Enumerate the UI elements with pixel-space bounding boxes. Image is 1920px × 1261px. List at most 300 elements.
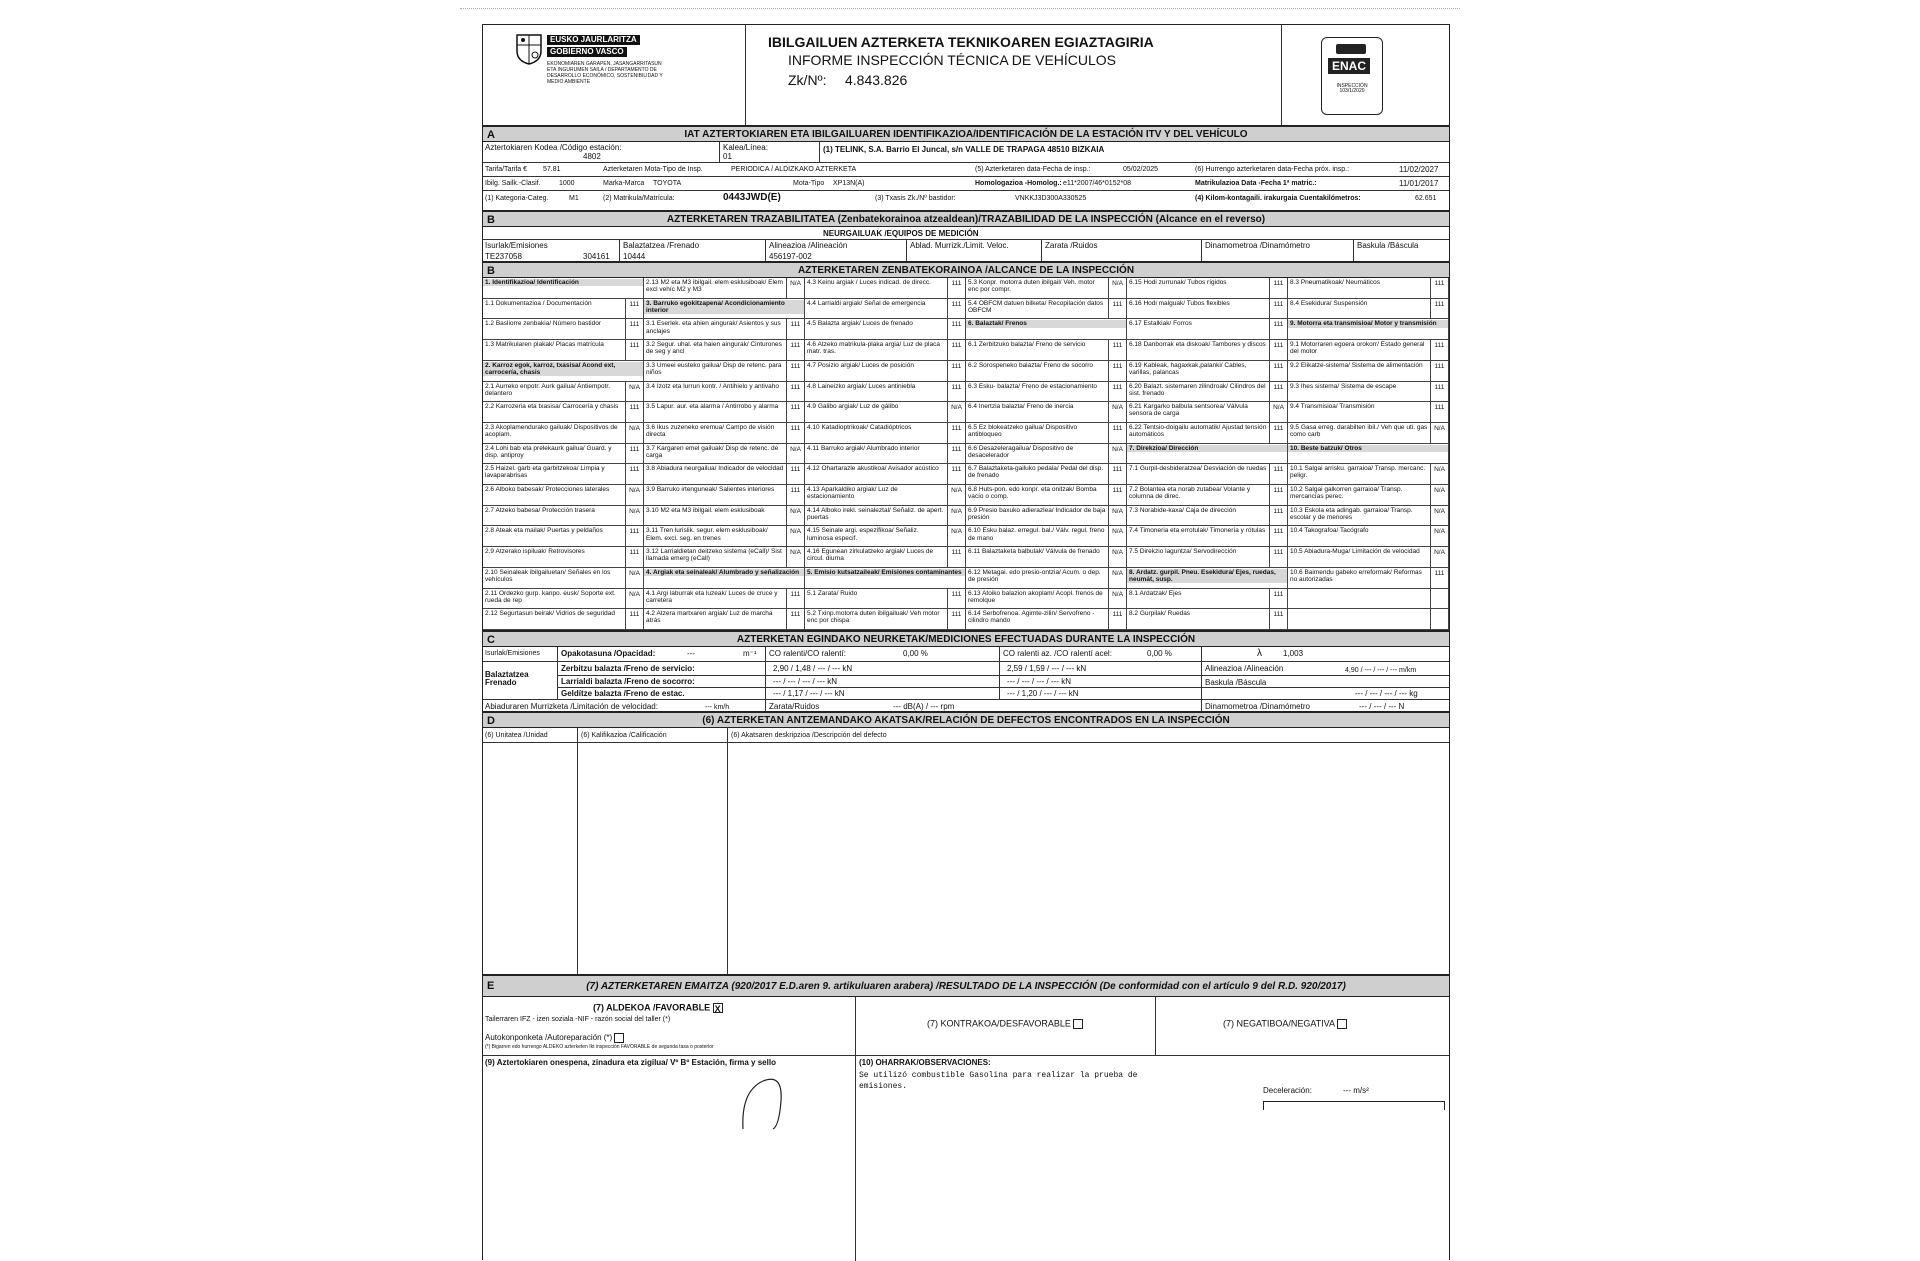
scope-item-label: 6.20 Balazt. sistemaren zilindroak/ Cilindros del sist. frenado <box>1129 382 1266 397</box>
section-d-title: (6) AZTERKETAN ANTZEMANDAKO AKATSAK/RELACIÓN DE DEFECTOS ENCONTRADOS EN LA INSPECCIÓN <box>702 715 1230 726</box>
scope-item-result: 111 <box>947 382 965 402</box>
scope-item-label: 6.16 Hodi malguak/ Tubos flexibles <box>1129 299 1230 307</box>
scope-item <box>644 547 805 568</box>
report-number: 4.843.826 <box>845 72 908 88</box>
enac-accreditation: INSPECCIÓN 103/1/2020 <box>1336 83 1368 94</box>
self-repair-text: Autokonponketa /Autoreparación (*) <box>485 1033 613 1043</box>
section-b-title: AZTERKETAREN TRAZABILITATEA (Zenbatekorainoa atzealdean)/TRAZABILIDAD DE LA INSPECCIÓN (Alcance en el reverso) <box>666 214 1266 225</box>
equipment-title: NEURGAILUAK /EQUIPOS DE MEDICIÓN <box>823 229 979 238</box>
scope-item-label: 6.10 Esku balaz. erregul. bal./ Válv. regul. freno de mano <box>968 527 1105 542</box>
scope-item <box>483 526 644 547</box>
class-value: 1000 <box>559 180 575 187</box>
scope-item <box>1127 278 1288 299</box>
scope-item <box>483 609 644 630</box>
title-es: INFORME INSPECCIÓN TÉCNICA DE VEHÍCULOS <box>788 52 1117 68</box>
scope-item-label: 9.1 Motorraren egoera orokorr/ Estado general del motor <box>1290 341 1425 356</box>
scope-item-result: N/A <box>947 402 965 422</box>
title-eu: IBILGAILUEN AZTERKETA TEKNIKOAREN EGIAZTAGIRIA <box>768 34 1154 50</box>
scope-item-label: 2.13 M2 eta M3 ibilgail. elem esklusiboak/ Elem excl vehíc M2 y M3 <box>646 279 783 294</box>
section-b2-title: AZTERKETAREN ZENBATEKORAINOA /ALCANCE DE LA INSPECCIÓN <box>797 265 1135 276</box>
scope-item-result: 111 <box>786 423 804 443</box>
scope-grid <box>483 278 1449 630</box>
scope-item-result: 111 <box>1269 547 1287 567</box>
self-repair-checkbox[interactable] <box>614 1033 624 1043</box>
scope-item-label: 3.11 Tren lurislik. segur. elem esklusiboak/ Elem. excl. seg. en trenes <box>646 527 768 542</box>
scope-item-result: 111 <box>947 299 965 319</box>
scope-item-result: 111 <box>786 485 804 505</box>
signature-label: (9) Aztertokiaren onespena, zinadura eta zigilua/ Vº Bº Estación, firma y sello <box>485 1058 776 1067</box>
scope-item-result: 111 <box>625 340 643 360</box>
scope-item-label: 9.3 Ihes sistema/ Sistema de escape <box>1290 382 1397 390</box>
report-number-label: Zk/Nº: <box>788 72 827 88</box>
scope-item-result: 111 <box>947 319 965 339</box>
speed-limit-value: --- km/h <box>705 704 730 711</box>
scope-item <box>1288 609 1449 630</box>
brake-meas-label: Balaztatzea Frenado <box>485 670 529 687</box>
scope-item-label: 2.7 Atzeko babesa/ Protección trasera <box>485 506 595 514</box>
scope-item <box>1127 444 1288 465</box>
scope-item <box>1288 506 1449 527</box>
scope-item-label: 6.8 Huts-pon. edo konpr. eta onitzak/ Bomba vacío o comp. <box>968 486 1097 501</box>
emergency-brake-label: Larrialdi balazta /Freno de socorro: <box>561 677 695 686</box>
scope-item-result: 111 <box>625 547 643 567</box>
scope-item-result: 111 <box>1269 382 1287 402</box>
scope-item-result: 111 <box>786 589 804 609</box>
scope-item-label: 6.1 Zerbitzuko balazta/ Freno de servicio <box>968 341 1086 349</box>
scope-item-label: 6.13 Atoiko balazion akoplam/ Acopl. frenos de remolque <box>968 589 1103 604</box>
scope-item <box>644 402 805 423</box>
emergency-brake-axle-1: --- / --- / --- / --- kN <box>773 677 837 686</box>
scope-item-label: 3. Barruko egokitzapena/ Acondicionamiento interior <box>644 300 804 314</box>
scope-item-result: 111 <box>625 319 643 339</box>
scope-item-result: N/A <box>947 485 965 505</box>
parking-brake-axle-2: --- / 1,20 / --- / --- kN <box>1007 689 1079 698</box>
scope-item-result: 111 <box>1108 609 1126 629</box>
scope-item <box>1127 589 1288 610</box>
scope-item-result: N/A <box>625 382 643 402</box>
scope-item <box>644 568 805 589</box>
scope-item <box>966 464 1127 485</box>
scope-item <box>805 547 966 568</box>
station-code: 4802 <box>583 152 601 161</box>
model-label: Mota-Tipo <box>793 180 825 187</box>
scope-item-label: 6.4 Inertzia balazta/ Freno de inercia <box>968 403 1074 411</box>
scope-item-result: N/A <box>1430 464 1448 484</box>
scope-item-result: N/A <box>786 506 804 526</box>
scope-item-result: N/A <box>1108 547 1126 567</box>
scope-item-label: 7.2 Bolantea eta norab zutabea/ Volante y columna de direc. <box>1129 486 1251 501</box>
scope-item <box>966 278 1127 299</box>
insp-type-label: Azterketaren Mota-Tipo de Insp. <box>603 166 703 173</box>
section-a-letter: A <box>487 129 495 141</box>
inspection-report <box>482 24 1450 1260</box>
brand-label: Marka-Marca <box>603 180 645 187</box>
scope-item-result: 111 <box>1108 382 1126 402</box>
scope-item <box>644 319 805 340</box>
scope-item <box>1288 361 1449 382</box>
scope-item <box>805 568 966 589</box>
scope-item-label: 6.14 Serbofrenoa. Agimte-zilin/ Servofreno - cilindro mando <box>968 610 1095 625</box>
scope-item <box>483 589 644 610</box>
scope-item-result: 111 <box>1269 589 1287 609</box>
scope-item-result: 111 <box>947 444 965 464</box>
scope-item <box>966 361 1127 382</box>
scope-item-label: 5.3 Konpr. motorra duten ibilgail/ Veh. motor enc por compr. <box>968 279 1095 294</box>
opacity-value: --- <box>687 649 695 658</box>
negative-label <box>1223 1019 1347 1029</box>
scope-item <box>483 382 644 403</box>
scope-item-result: 111 <box>625 526 643 546</box>
scope-item <box>1288 299 1449 320</box>
dyno-equip-label: Dinamometroa /Dinamómetro <box>1205 241 1310 250</box>
scope-item-result: N/A <box>1430 547 1448 567</box>
vin-value: VNKKJ3D300A330525 <box>1015 195 1087 202</box>
scope-item-result: N/A <box>1108 402 1126 422</box>
scope-item-result: N/A <box>1108 526 1126 546</box>
category-label: (1) Kategoria-Categ. <box>485 195 549 202</box>
deceleration-value: --- m/s² <box>1343 1086 1369 1095</box>
scope-item <box>483 444 644 465</box>
scope-item-label: 10. Beste batzuk/ Otros <box>1288 445 1448 452</box>
scope-item-label: 5.1 Zarata/ Ruido <box>807 589 858 597</box>
scope-item <box>805 278 966 299</box>
scope-item-result: N/A <box>625 423 643 443</box>
scope-item <box>966 547 1127 568</box>
service-brake-axle-2: 2,59 / 1,59 / --- / --- kN <box>1007 664 1087 673</box>
scope-item-label: 1.2 Basliorre zenbakia/ Número bastidor <box>485 320 601 328</box>
scope-item-label: 10.2 Salgai galkorren garraioa/ Transp. mercancías perec. <box>1290 486 1403 501</box>
scope-item <box>483 340 644 361</box>
scope-item-result: 111 <box>1269 278 1287 298</box>
scope-item-result: 111 <box>1269 506 1287 526</box>
scope-item-label: 6.2 Sorospeneko balazta/ Freno de socorro <box>968 361 1094 369</box>
scope-item <box>966 319 1127 340</box>
scope-item <box>644 609 805 630</box>
scope-item <box>644 526 805 547</box>
parking-brake-axle-1: --- / 1,17 / --- / --- kN <box>773 689 845 698</box>
section-b-scope <box>482 261 1450 631</box>
tariff-value: 57.81 <box>543 166 561 173</box>
scope-item <box>644 382 805 403</box>
scope-item-label: 9.4 Transmisioa/ Transmisión <box>1290 403 1375 411</box>
scope-item <box>1127 299 1288 320</box>
scope-item-result: N/A <box>1108 278 1126 298</box>
station-name: (1) TELINK, S.A. Barrio El Juncal, s/n VALLE DE TRAPAGA 48510 BIZKAIA <box>823 145 1105 154</box>
workshop-label: Tailerraren IFZ - izen soziala -NIF - razón social del taller (*) <box>485 1016 671 1023</box>
handwritten-signature <box>733 1071 813 1131</box>
scope-item-label: 10.4 Takografoa/ Tacógrafo <box>1290 527 1369 535</box>
insp-date-label: (5) Azterketaren data-Fecha de insp.: <box>975 166 1091 173</box>
scope-item-result: N/A <box>786 278 804 298</box>
scope-item-label: 6.11 Balaztaketa balbulak/ Válvula de frenado <box>968 548 1100 556</box>
section-c-letter: C <box>487 634 495 646</box>
scope-item <box>1288 319 1449 340</box>
scope-item-result: 111 <box>1430 299 1448 319</box>
scale-equip-label: Baskula /Báscula <box>1357 241 1419 250</box>
scope-item-label: 3.3 Umeei eusteko gailua/ Disp de retenc. para niños <box>646 361 782 376</box>
stamp-box <box>1263 1101 1445 1110</box>
scope-item <box>1288 485 1449 506</box>
co-fast-label: CO ralenti az. /CO ralentí acel: <box>1003 649 1112 658</box>
scope-item <box>1288 278 1449 299</box>
service-brake-axle-1: 2,90 / 1,48 / --- / --- kN <box>773 664 853 673</box>
scope-item <box>805 340 966 361</box>
scope-item-label: 10.3 Eskola eta adingab. garraioa/ Transp. escolar y de menores <box>1290 506 1413 521</box>
scope-item-label: 4.10 Katadioptrikoak/ Catadióptricos <box>807 423 912 431</box>
defect-desc-header: (6) Akatsaren deskripzioa /Descripción del defecto <box>731 732 887 739</box>
scope-item <box>1127 568 1288 589</box>
scope-item <box>966 423 1127 444</box>
scope-item <box>483 485 644 506</box>
homolog-label: Homologazioa -Homolog.: <box>975 180 1062 187</box>
scope-item-result: N/A <box>947 526 965 546</box>
scope-item-label: 6.9 Presio baxuko adierazlea/ Indicador de baja presión <box>968 506 1106 521</box>
scope-item-label: 3.7 Kargaren emel gailuak/ Disp de retenc. de carga <box>646 444 779 459</box>
section-b2-letter: B <box>487 265 495 277</box>
scope-item-label: 6.3 Esku- balazta/ Freno de estacionamiento <box>968 382 1097 390</box>
scope-item <box>1127 423 1288 444</box>
scope-item-result: N/A <box>1430 506 1448 526</box>
scope-item <box>966 589 1127 610</box>
insp-date: 05/02/2025 <box>1123 166 1159 173</box>
scope-item <box>483 423 644 444</box>
lambda-value: 1,003 <box>1283 649 1304 658</box>
scope-item-result: N/A <box>947 506 965 526</box>
scope-item-result: N/A <box>786 444 804 464</box>
scope-item-result: N/A <box>625 506 643 526</box>
scope-item-label: 3.5 Lapur. aur. eta alarma / Antirrobo y alarma <box>646 403 779 411</box>
vin-label: (3) Txasis Zk./Nº bastidor: <box>875 195 956 202</box>
scope-item-label: 8.1 Ardatzak/ Ejes <box>1129 589 1182 597</box>
scope-item <box>1127 547 1288 568</box>
scope-item-result: 111 <box>625 464 643 484</box>
scope-item-label: 5. Emisio kutsatzaileak/ Emisiones contaminantes <box>805 569 965 576</box>
scope-item-label: 10.5 Abiadura-Muga/ Limitación de velocidad <box>1290 548 1420 556</box>
scope-item <box>644 340 805 361</box>
scope-item-label: 3.8 Abiadura neurgailua/ Indicador de velocidad <box>646 465 784 473</box>
emissions-equip-1: TE237058 <box>485 252 522 261</box>
scope-item-label: 8.2 Gurpilak/ Ruedas <box>1129 610 1191 618</box>
scope-item <box>805 526 966 547</box>
scope-item <box>1127 319 1288 340</box>
scope-item <box>644 423 805 444</box>
scope-item <box>1127 485 1288 506</box>
scope-item-result: 111 <box>786 340 804 360</box>
speed-limit-label: Abiaduraren Murrizketa /Limitación de velocidad: <box>485 702 658 711</box>
scope-item-result: 111 <box>1108 340 1126 360</box>
scope-item-label: 4.15 Seinale argi. espezifikoa/ Señaliz. luminosa especif. <box>807 527 919 542</box>
favorable-footnote: (*) Bigarren edo hurrengo ALDEKO azterketen Ikt inspección FAVORABLE de segunda tasa o posterior <box>485 1044 714 1050</box>
scope-item <box>1288 464 1449 485</box>
section-d <box>482 711 1450 975</box>
scope-item <box>1127 506 1288 527</box>
scope-item <box>1127 609 1288 630</box>
section-e <box>482 974 1450 1260</box>
coat-of-arms-logo <box>515 33 543 65</box>
scale-meas-label: Baskula /Báscula <box>1205 678 1267 687</box>
scope-item <box>805 361 966 382</box>
scope-item-label: 2.4 Lohi bab eta prelekaurk gailua/ Guard. y disp. antiproy <box>485 444 612 459</box>
scope-item-label: 9.5 Gasa erreg. darabilten ibil./ Veh que uti. gas como carb <box>1290 423 1428 439</box>
scope-item-label: 6.15 Hodi zurrunak/ Tubos rígidos <box>1129 279 1227 286</box>
defect-rating-header: (6) Kalifikazioa /Calificación <box>581 732 667 739</box>
unfavorable-label <box>927 1019 1083 1029</box>
scope-item-label: 7.5 Direkzio laguntza/ Servodirección <box>1129 548 1237 556</box>
gov-department: EKONOMIAREN GARAPEN, JASANGARRITASUN ETA INGURUMEN SAILA / DEPARTAMENTO DE DESARROLLO ECONÓMICO, SOSTENIBILIDAD Y MEDIO AMBIENTE <box>547 61 663 85</box>
scope-item-result: 111 <box>947 609 965 629</box>
scope-item-result: 111 <box>1269 485 1287 505</box>
favorable-checkbox[interactable]: X <box>714 1004 721 1014</box>
scope-item-label: 4.13 Aparkaldiko argiak/ Luz de estacionamiento <box>807 486 898 501</box>
header-box <box>482 24 1450 126</box>
scope-item-label: 4.1 Argi laburrak eta luzeak/ Luces de cruce y carretera <box>646 589 778 604</box>
scope-item <box>644 361 805 382</box>
unfavorable-text: (7) KONTRAKOA/DESFAVORABLE <box>927 1018 1071 1029</box>
section-e-title: (7) AZTERKETAREN EMAITZA (920/2017 E.D.aren 9. artikuluaren arabera) /RESULTADO DE LA INSPECCIÓN (De conformidad con el artículo 9 del R.D. 920/2017) <box>586 981 1346 992</box>
scope-item-label: 6. Balaztak/ Frenos <box>966 320 1126 327</box>
scope-item-result: 111 <box>1269 526 1287 546</box>
scope-item-label: 2. Karroz egok, karroz, txasisa/ Acond ext, carrocería, chasis <box>483 362 643 376</box>
scope-item <box>644 506 805 527</box>
scope-item <box>644 444 805 465</box>
scope-item <box>483 361 644 382</box>
scope-item <box>966 444 1127 465</box>
scope-item-label: 4.2 Atzera martxaren argiak/ Luz de marcha atrás <box>646 610 773 625</box>
scope-item-result: 111 <box>786 609 804 629</box>
scope-item <box>644 278 805 299</box>
scope-item-result: 111 <box>1269 319 1287 339</box>
scope-item <box>966 299 1127 320</box>
scope-item-label: 10.6 Baimendu gabeko erreformak/ Reformas no autorizadas <box>1290 568 1422 584</box>
emissions-equip-2: 304161 <box>583 252 610 261</box>
parking-brake-label: Geldítze balazta /Freno de estac. <box>561 689 685 698</box>
model-value: XP13N(A) <box>833 180 865 187</box>
scope-item-result: N/A <box>1430 526 1448 546</box>
scope-item <box>805 485 966 506</box>
scope-item-result: N/A <box>786 526 804 546</box>
scope-item-result: 111 <box>1430 402 1448 422</box>
scope-item <box>1127 464 1288 485</box>
gov-name-eu: EUSKO JAURLARITZA <box>547 35 640 45</box>
negative-checkbox[interactable] <box>1337 1019 1347 1029</box>
scope-item-label: 4.14 Alboko irekl. seinaleztal/ Señaliz. de apert. puertas <box>807 506 944 521</box>
scope-item-label: 2.2 Karrozeria eta txasisa/ Carrocería y chasis <box>485 403 619 411</box>
reg-date-label: Matrikulazioa Data -Fecha 1ª matric.: <box>1195 180 1317 187</box>
scope-item-label: 3.9 Barruko irtenguneak/ Salientes interiores <box>646 486 775 494</box>
scope-item <box>966 526 1127 547</box>
scan-edge <box>460 8 1460 9</box>
crown-icon <box>1336 44 1366 54</box>
scope-item-result: 111 <box>786 319 804 339</box>
scope-item <box>1288 382 1449 403</box>
scope-item-result: 111 <box>1108 485 1126 505</box>
scope-item-label: 3.4 Izotz eta lurrun kontr. / Antihielo y antivaho <box>646 382 779 390</box>
scope-item-label: 2.12 Segurtasun beirak/ Vidrios de seguridad <box>485 610 615 618</box>
noise-meas-label: Zarata/Ruidos <box>769 702 820 711</box>
scope-item <box>483 299 644 320</box>
tariff-label: Tarifa/Tarifa € <box>485 166 528 173</box>
scope-item <box>1288 526 1449 547</box>
scope-item-label: 4.7 Posizio argiak/ Luces de posición <box>807 361 914 369</box>
scope-item-label: 2.8 Ateak eta mailak/ Puertas y peldaños <box>485 527 603 535</box>
scope-item <box>483 506 644 527</box>
scope-item-result: N/A <box>1108 506 1126 526</box>
scope-item-label: 6.7 Balaztaketa-gailuko pedala/ Pedal del disp. de frenado <box>968 465 1104 480</box>
section-c <box>482 630 1450 712</box>
scope-item-result: 111 <box>947 423 965 443</box>
scope-item <box>805 423 966 444</box>
gov-name-es: GOBIERNO VASCO <box>547 47 627 57</box>
scope-item <box>966 609 1127 630</box>
scope-item-result: 111 <box>947 278 965 298</box>
scope-item-label: 6.6 Desazeleragailua/ Dispositivo de desacelerador <box>968 444 1074 459</box>
scope-item-result: N/A <box>1269 402 1287 422</box>
deceleration-label: Deceleración: <box>1263 1086 1312 1095</box>
scope-item-label: 7. Direkzioa/ Dirección <box>1127 445 1287 452</box>
scope-item-label: 2.1 Aurreko enpotr. Aurk gailua/ Antiempotr. delantero <box>485 382 611 397</box>
scope-item-result: 111 <box>1269 609 1287 629</box>
scope-item <box>644 299 805 320</box>
scope-item-label: 6.21 Kargarko balbula sentsorea/ Válvula sensora de carga <box>1129 403 1248 418</box>
scope-item <box>1288 589 1449 610</box>
scope-item-result: 111 <box>625 299 643 319</box>
scope-item-result: 111 <box>947 340 965 360</box>
brand-value: TOYOTA <box>653 180 682 187</box>
scope-item <box>483 319 644 340</box>
scope-item-label: 3.6 Ikus zuzeneko eremua/ Campo de visión directa <box>646 423 775 439</box>
scope-item-result: 111 <box>1108 464 1126 484</box>
section-a-title: IAT AZTERTOKIAREN ETA IBILGAILUAREN IDENTIFIKAZIOA/IDENTIFICACIÓN DE LA ESTACIÓN ITV Y DEL VEHÍCULO <box>684 129 1248 140</box>
scope-item <box>1127 382 1288 403</box>
next-date: 11/02/2027 <box>1399 165 1439 174</box>
scope-item-label: 8.3 Pneumatikoak/ Neumáticos <box>1290 279 1380 286</box>
align-meas-value: 4,90 / --- / --- / --- m/km <box>1345 667 1417 674</box>
enac-logo <box>1321 37 1383 115</box>
scope-item <box>1288 568 1449 589</box>
unfavorable-checkbox[interactable] <box>1073 1019 1083 1029</box>
section-e-letter: E <box>487 980 495 992</box>
scope-item-label: 7.3 Norabide-kaxa/ Caja de dirección <box>1129 506 1236 514</box>
line-label: Kalea/Línea: <box>723 143 768 152</box>
scope-item <box>483 547 644 568</box>
next-date-label: (6) Hurrengo azterketaren data-Fecha próx. insp.: <box>1195 166 1350 173</box>
service-brake-label: Zerbitzu balazta /Freno de servicio: <box>561 664 695 673</box>
scope-item-result: 111 <box>1269 464 1287 484</box>
scope-item-label: 4.11 Barruko argiak/ Alumbrado interior <box>807 444 920 452</box>
scope-item-result: 111 <box>1430 568 1448 588</box>
scope-item-result: 111 <box>1269 299 1287 319</box>
scope-item-result: 111 <box>1108 299 1126 319</box>
emissions-meas-label: Isurlak/Emisiones <box>485 650 540 657</box>
scale-meas-value: --- / --- / --- / --- kg <box>1355 689 1418 698</box>
favorable-label <box>593 1003 723 1013</box>
scope-item-label: 3.1 Eserlek. eta ahien aingurak/ Asientos y sus anclajes <box>646 320 781 335</box>
class-label: Ibilg. Sailk.-Clasif. <box>485 180 541 187</box>
scope-item-result: 111 <box>947 589 965 609</box>
section-a <box>482 125 1450 211</box>
align-equip-label: Alineazioa /Alineación <box>769 241 848 250</box>
scope-item-label: 9. Motorra eta transmisioa/ Motor y transmisión <box>1288 320 1448 327</box>
self-repair-label <box>485 1033 624 1043</box>
section-b-letter: B <box>487 214 495 226</box>
scope-item-result: 111 <box>947 547 965 567</box>
scope-item <box>805 402 966 423</box>
emissions-label: Isurlak/Emisiones <box>485 241 548 250</box>
section-c-title: AZTERKETAN EGINDAKO NEURKETAK/MEDICIONES EFECTUADAS DURANTE LA INSPECCIÓN <box>736 634 1196 645</box>
scope-item-label: 6.19 Kableak, hagaxkak,palanki/ Cables, varillas, palancas <box>1129 361 1247 376</box>
scope-item <box>805 319 966 340</box>
scope-item <box>966 506 1127 527</box>
